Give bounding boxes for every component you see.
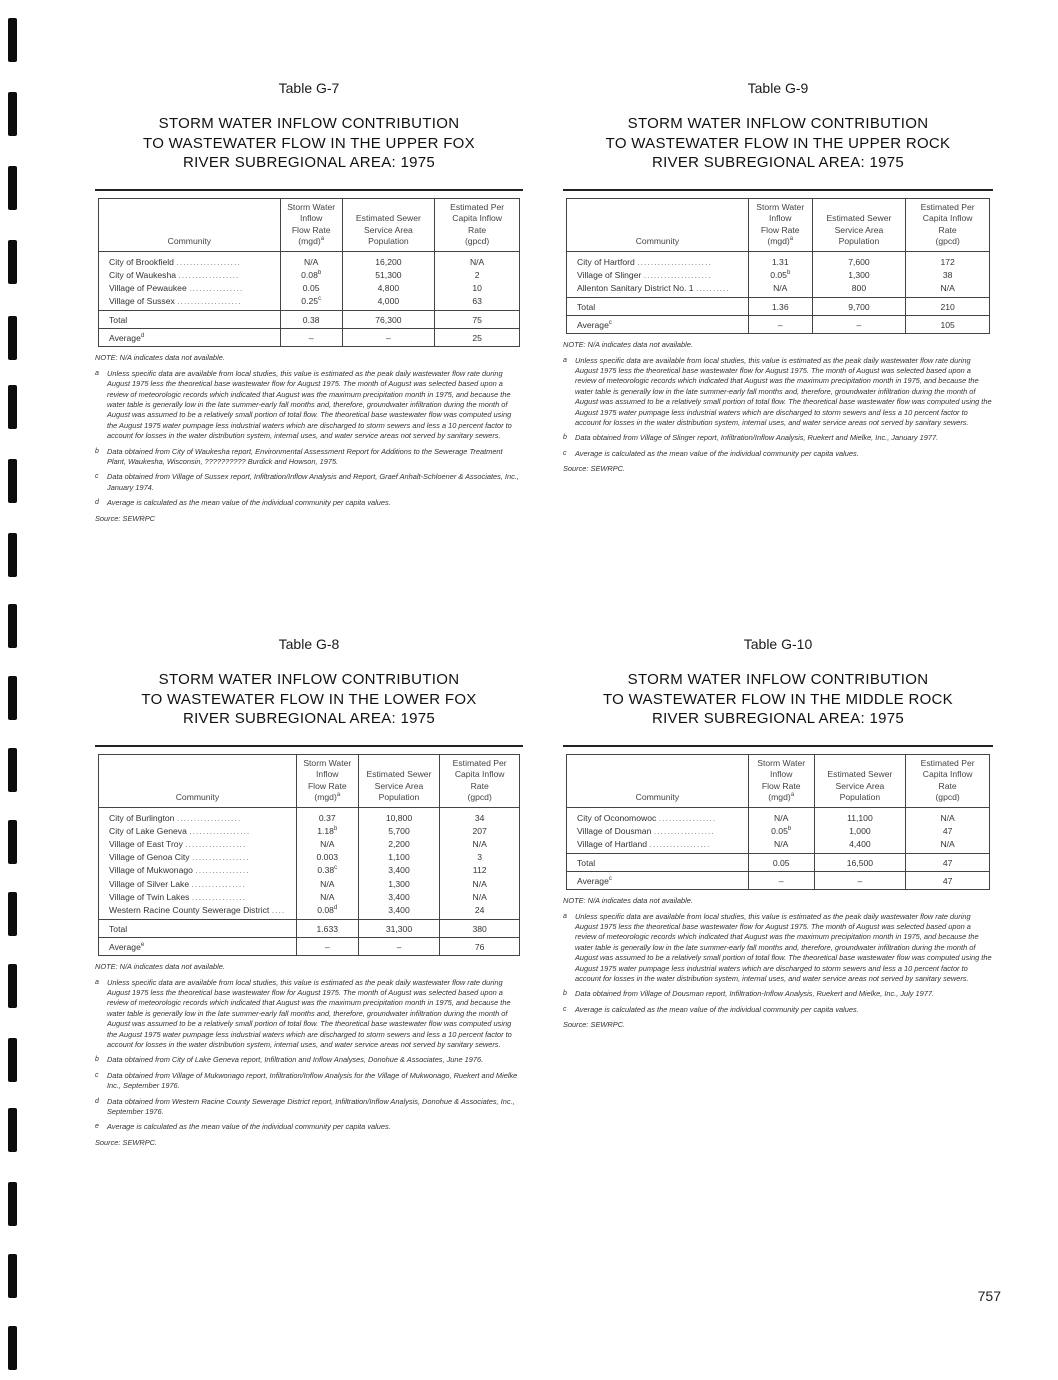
total-row: Total 1.36 9,700 210	[567, 298, 990, 316]
table-top-rule	[563, 745, 993, 747]
table-row	[99, 904, 520, 920]
table-number: Table G-10	[743, 636, 813, 652]
community-name: City of Hartford ......................	[567, 251, 749, 269]
table-top-rule	[95, 189, 523, 191]
flow-rate: N/A	[748, 838, 814, 854]
community-name: Village of Sussex ...................	[99, 295, 281, 311]
footnote: b Data obtained from City of Lake Geneva report, Infiltration and Inflow Analyses, Donohue & Associates, June 1976.	[95, 1055, 484, 1065]
per-capita-rate: N/A	[440, 878, 520, 891]
table-g9-block	[563, 80, 993, 480]
community-name: Village of East Troy ..................	[99, 838, 297, 851]
flow-rate: N/A	[296, 891, 358, 904]
table-g10-block	[563, 636, 993, 1036]
community-name: City of Brookfield ...................	[99, 251, 281, 269]
flow-rate: 0.37	[296, 807, 358, 825]
col-community: Community	[99, 754, 297, 807]
col-rate: Estimated Per Capita Inflow Rate (gpcd)	[440, 754, 520, 807]
col-flow: Storm Water Inflow Flow Rate (mgd)$^a$	[296, 754, 358, 807]
binder-mark	[8, 533, 17, 577]
binder-mark	[8, 1326, 17, 1370]
community-name: Village of Slinger ....................	[567, 269, 749, 282]
population: 51,300	[342, 269, 435, 282]
community-name: Village of Silver Lake ................	[99, 878, 297, 891]
population: 3,400	[358, 891, 440, 904]
table-title-line: TO WASTEWATER FLOW IN THE LOWER FOX	[141, 690, 477, 708]
table-row	[567, 282, 990, 298]
table-number: Table G-8	[278, 636, 340, 652]
table-notes	[95, 962, 523, 1148]
col-community: Community	[567, 754, 749, 807]
per-capita-rate: 207	[440, 825, 520, 838]
binder-mark	[8, 1182, 17, 1226]
population: 1,300	[358, 878, 440, 891]
community-name: Village of Genoa City .................	[99, 851, 297, 864]
col-rate: Estimated Per Capita Inflow Rate (gpcd)	[906, 198, 990, 251]
flow-rate: 0.25$^c$	[280, 295, 342, 311]
col-flow: Storm Water Inflow Flow Rate (mgd)$^a$	[748, 198, 812, 251]
footnote: d Average is calculated as the mean value of the individual community per capita values.	[95, 498, 391, 508]
per-capita-rate: 172	[906, 251, 990, 269]
table-row	[99, 838, 520, 851]
population: 800	[812, 282, 906, 298]
population: 11,100	[814, 807, 906, 825]
note: NOTE: N/A indicates data not available.	[563, 340, 693, 350]
flow-rate: 0.05	[280, 282, 342, 295]
table-number: Table G-7	[278, 80, 340, 96]
note: NOTE: N/A indicates data not available.	[95, 353, 225, 363]
population: 3,400	[358, 864, 440, 877]
population: 4,800	[342, 282, 435, 295]
table-row	[99, 825, 520, 838]
per-capita-rate: 2	[435, 269, 520, 282]
col-rate: Estimated Per Capita Inflow Rate (gpcd)	[435, 198, 520, 251]
table-notes	[563, 340, 993, 474]
binder-mark	[8, 316, 17, 360]
population: 1,300	[812, 269, 906, 282]
table-title	[95, 670, 523, 729]
community-name: Village of Dousman ..................	[567, 825, 749, 838]
per-capita-rate: 47	[906, 825, 990, 838]
binder-mark	[8, 892, 17, 936]
population: 7,600	[812, 251, 906, 269]
table-top-rule	[95, 745, 523, 747]
table-row	[99, 878, 520, 891]
col-rate: Estimated Per Capita Inflow Rate (gpcd)	[906, 754, 990, 807]
average-row: Average$^e$ – – 76	[99, 938, 520, 956]
footnote: b Data obtained from Village of Dousman report, Infiltration-Inflow Analysis, Ruekert and Mielke, Inc., July 1977.	[563, 989, 935, 999]
flow-rate: 1.18$^b$	[296, 825, 358, 838]
footnote: c Average is calculated as the mean value of the individual community per capita values.	[563, 448, 859, 458]
footnote: d Data obtained from Western Racine County Sewerage District report, Infiltration/Inflow Analysis, Donohue & Associates, Inc., September 1976.	[95, 1096, 515, 1116]
footnote: a Unless specific data are available from local studies, this value is estimated as the peak daily wastewater flow rate during August 1975 less the theoretical base wastewater flow for August 1975. The month of August was selected based upon a review of meteorologic records which indicated that August was the maximum precipitation month in 1975, and because the water table is generally low in the late summer-early fall months and, therefore, groundwater infiltration during the month of August was assumed to be a relatively small portion of total flow. The theoretical base wastewater flow was computed using the August 1975 water pumpage less industrial waters which are discharged to storm sewers and less a 10 percent factor to account for losses in the water distribution system, internal uses, and water service areas not served by sanitary sewers.	[563, 355, 992, 427]
binder-mark	[8, 1108, 17, 1152]
population: 10,800	[358, 807, 440, 825]
data-table	[98, 198, 520, 348]
footnote: a Unless specific data are available from local studies, this value is estimated as the peak daily wastewater flow rate during August 1975 less the theoretical base wastewater flow for August 1975. The month of August was selected based upon a review of meteorologic records which indicated that August was the maximum precipitation month in 1975, and because the water table is generally low in the late summer-early fall months and, therefore, groundwater infiltration during the month of August was assumed to be a relatively small portion of total flow. The theoretical base wastewater flow was computed using the August 1975 water pumpage less industrial waters which are discharged to storm sewers and less a 10 percent factor to account for losses in the water distribution system, internal uses, and water service areas not served by sanitary sewers.	[563, 911, 992, 983]
binder-mark	[8, 604, 17, 648]
community-name: Western Racine County Sewerage District ....	[99, 904, 297, 920]
table-title	[563, 114, 993, 173]
binder-mark	[8, 964, 17, 1008]
flow-rate: 0.05$^b$	[748, 269, 812, 282]
binder-mark	[8, 240, 17, 284]
col-population: Estimated Sewer Service Area Population	[814, 754, 906, 807]
table-row	[99, 295, 520, 311]
col-population: Estimated Sewer Service Area Population	[342, 198, 435, 251]
footnote: c Average is calculated as the mean value of the individual community per capita values.	[563, 1004, 859, 1014]
total-row: Total 0.05 16,500 47	[567, 854, 990, 872]
col-community: Community	[567, 198, 749, 251]
average-row: Average$^c$ – – 47	[567, 872, 990, 890]
table-top-rule	[563, 189, 993, 191]
table-g8-block	[95, 636, 523, 1153]
community-name: City of Waukesha ..................	[99, 269, 281, 282]
table-title-line: RIVER SUBREGIONAL AREA: 1975	[651, 710, 905, 727]
per-capita-rate: 24	[440, 904, 520, 920]
per-capita-rate: 10	[435, 282, 520, 295]
footnote: a Unless specific data are available from local studies, this value is estimated as the peak daily wastewater flow rate during August 1975 less the theoretical base wastewater flow for August 1975. The month of August was selected based upon a review of meteorologic records which indicated that August was the maximum precipitation month in 1975, and because the water table is generally low in the late summer-early fall months and, therefore, groundwater infiltration during the month of August was assumed to be a relatively small portion of total flow. The theoretical base wastewater flow was computed using the August 1975 water pumpage less industrial waters which are discharged to storm sewers and less a 10 percent factor to account for losses in the water distribution system, internal uses, and water service areas not served by sanitary sewers.	[95, 977, 512, 1049]
binder-mark	[8, 92, 17, 136]
per-capita-rate: N/A	[440, 838, 520, 851]
note: NOTE: N/A indicates data not available.	[563, 896, 693, 906]
table-row	[567, 807, 990, 825]
binder-mark	[8, 459, 17, 503]
flow-rate: 0.05$^b$	[748, 825, 814, 838]
source: Source: SEWRPC.	[563, 464, 626, 474]
table-row	[567, 825, 990, 838]
community-name: Village of Mukwonago ................	[99, 864, 297, 877]
table-row	[99, 282, 520, 295]
community-name: Village of Pewaukee ................	[99, 282, 281, 295]
footnote: c Data obtained from Village of Sussex report, Infiltration/Inflow Analysis and Report, Graef Anhalt-Schloener & Associates, Inc., January 1974.	[95, 472, 519, 492]
community-name: Village of Twin Lakes ................	[99, 891, 297, 904]
table-title-line: TO WASTEWATER FLOW IN THE UPPER FOX	[143, 134, 475, 152]
col-population: Estimated Sewer Service Area Population	[358, 754, 440, 807]
population: 1,100	[358, 851, 440, 864]
community-name: City of Burlington ...................	[99, 807, 297, 825]
flow-rate: 0.003	[296, 851, 358, 864]
table-title	[563, 670, 993, 729]
source: Source: SEWRPC.	[563, 1020, 626, 1030]
table-title-line: RIVER SUBREGIONAL AREA: 1975	[651, 154, 905, 171]
binder-mark	[8, 748, 17, 792]
per-capita-rate: N/A	[906, 282, 990, 298]
binder-mark	[8, 1254, 17, 1298]
flow-rate: 0.38$^c$	[296, 864, 358, 877]
flow-rate: N/A	[748, 282, 812, 298]
flow-rate: N/A	[280, 251, 342, 269]
col-population: Estimated Sewer Service Area Population	[812, 198, 906, 251]
footnote: b Data obtained from Village of Slinger report, Infiltration/Inflow Analysis, Ruekert and Mielke, Inc., January 1977.	[563, 433, 939, 443]
population: 4,400	[814, 838, 906, 854]
flow-rate: N/A	[296, 878, 358, 891]
note: NOTE: N/A indicates data not available.	[95, 962, 225, 972]
table-row	[99, 851, 520, 864]
table-notes	[95, 353, 523, 524]
table-row	[567, 838, 990, 854]
population: 4,000	[342, 295, 435, 311]
table-title-line: STORM WATER INFLOW CONTRIBUTION	[158, 115, 460, 132]
community-name: City of Lake Geneva ..................	[99, 825, 297, 838]
per-capita-rate: N/A	[906, 807, 990, 825]
data-table	[566, 754, 990, 891]
community-name: City of Oconomowoc .................	[567, 807, 749, 825]
total-row: Total 0.38 76,300 75	[99, 311, 520, 329]
flow-rate: N/A	[296, 838, 358, 851]
table-row	[99, 864, 520, 877]
binder-mark	[8, 676, 17, 720]
col-community: Community	[99, 198, 281, 251]
table-row	[567, 251, 990, 269]
average-row: Average$^c$ – – 105	[567, 316, 990, 334]
footnote: a Unless specific data are available from local studies, this value is estimated as the peak daily wastewater flow rate during August 1975 less the theoretical base wastewater flow for August 1975. The month of August was selected based upon a review of meteorologic records which indicated that August was the maximum precipitation month in 1975, and because the water table is generally low in the late summer-early fall months and, therefore, groundwater infiltration during the month of August was assumed to be a relatively small portion of total flow. The theoretical base wastewater flow was computed using the August 1975 water pumpage less industrial waters which are discharged to storm sewers and less a 10 percent factor to account for losses in the water distribution system, internal uses, and water service areas not served by sanitary sewers.	[95, 368, 512, 441]
table-row	[99, 807, 520, 825]
table-g7-block	[95, 80, 523, 529]
flow-rate: 1.31	[748, 251, 812, 269]
table-row	[99, 269, 520, 282]
binder-mark	[8, 820, 17, 864]
footnote: b Data obtained from City of Waukesha report, Environmental Assessment Report for Additions to the Sewerage Treatment Plant, Waukesha, Wisconsin, ?????????? Burdick and Howson, 1975.	[95, 446, 503, 466]
table-title-line: TO WASTEWATER FLOW IN THE UPPER ROCK	[605, 134, 951, 152]
per-capita-rate: 112	[440, 864, 520, 877]
binder-mark	[8, 385, 17, 429]
col-flow: Storm Water Inflow Flow Rate (mgd)$^a$	[748, 754, 814, 807]
population: 16,200	[342, 251, 435, 269]
data-table	[566, 198, 990, 335]
average-row: Average$^d$ – – 25	[99, 329, 520, 347]
table-title-line: TO WASTEWATER FLOW IN THE MIDDLE ROCK	[602, 690, 953, 708]
per-capita-rate: 63	[435, 295, 520, 311]
source: Source: SEWRPC.	[95, 1137, 158, 1147]
source: Source: SEWRPC	[95, 513, 155, 523]
col-flow: Storm Water Inflow Flow Rate (mgd)$^a$	[280, 198, 342, 251]
table-number: Table G-9	[747, 80, 809, 96]
total-row: Total 1.633 31,300 380	[99, 920, 520, 938]
table-title-line: RIVER SUBREGIONAL AREA: 1975	[182, 710, 436, 727]
community-name: Allenton Sanitary District No. 1 ..........	[567, 282, 749, 298]
per-capita-rate: N/A	[906, 838, 990, 854]
binder-mark	[8, 18, 17, 62]
flow-rate: 0.08$^d$	[296, 904, 358, 920]
table-row	[99, 251, 520, 269]
table-row	[567, 269, 990, 282]
population: 3,400	[358, 904, 440, 920]
flow-rate: N/A	[748, 807, 814, 825]
per-capita-rate: 3	[440, 851, 520, 864]
population: 5,700	[358, 825, 440, 838]
per-capita-rate: N/A	[440, 891, 520, 904]
page-number: 757	[977, 1288, 1001, 1304]
community-name: Village of Hartland ..................	[567, 838, 749, 854]
table-title-line: STORM WATER INFLOW CONTRIBUTION	[158, 671, 460, 688]
footnote: e Average is calculated as the mean value of the individual community per capita values.	[95, 1122, 391, 1132]
data-table	[98, 754, 520, 957]
flow-rate: 0.08$^b$	[280, 269, 342, 282]
binder-hole-marks	[0, 0, 30, 1380]
table-row	[99, 891, 520, 904]
per-capita-rate: N/A	[435, 251, 520, 269]
binder-mark	[8, 166, 17, 210]
table-notes	[563, 896, 993, 1030]
table-title-line: STORM WATER INFLOW CONTRIBUTION	[627, 671, 929, 688]
per-capita-rate: 34	[440, 807, 520, 825]
population: 2,200	[358, 838, 440, 851]
population: 1,000	[814, 825, 906, 838]
table-title-line: RIVER SUBREGIONAL AREA: 1975	[182, 154, 436, 171]
binder-mark	[8, 1038, 17, 1082]
table-title-line: STORM WATER INFLOW CONTRIBUTION	[627, 115, 929, 132]
table-title	[95, 114, 523, 173]
per-capita-rate: 38	[906, 269, 990, 282]
footnote: c Data obtained from Village of Mukwonago report, Infiltration/Inflow Analysis for the Village of Mukwonago, Ruekert and Mielke Inc., September 1976.	[95, 1070, 518, 1091]
